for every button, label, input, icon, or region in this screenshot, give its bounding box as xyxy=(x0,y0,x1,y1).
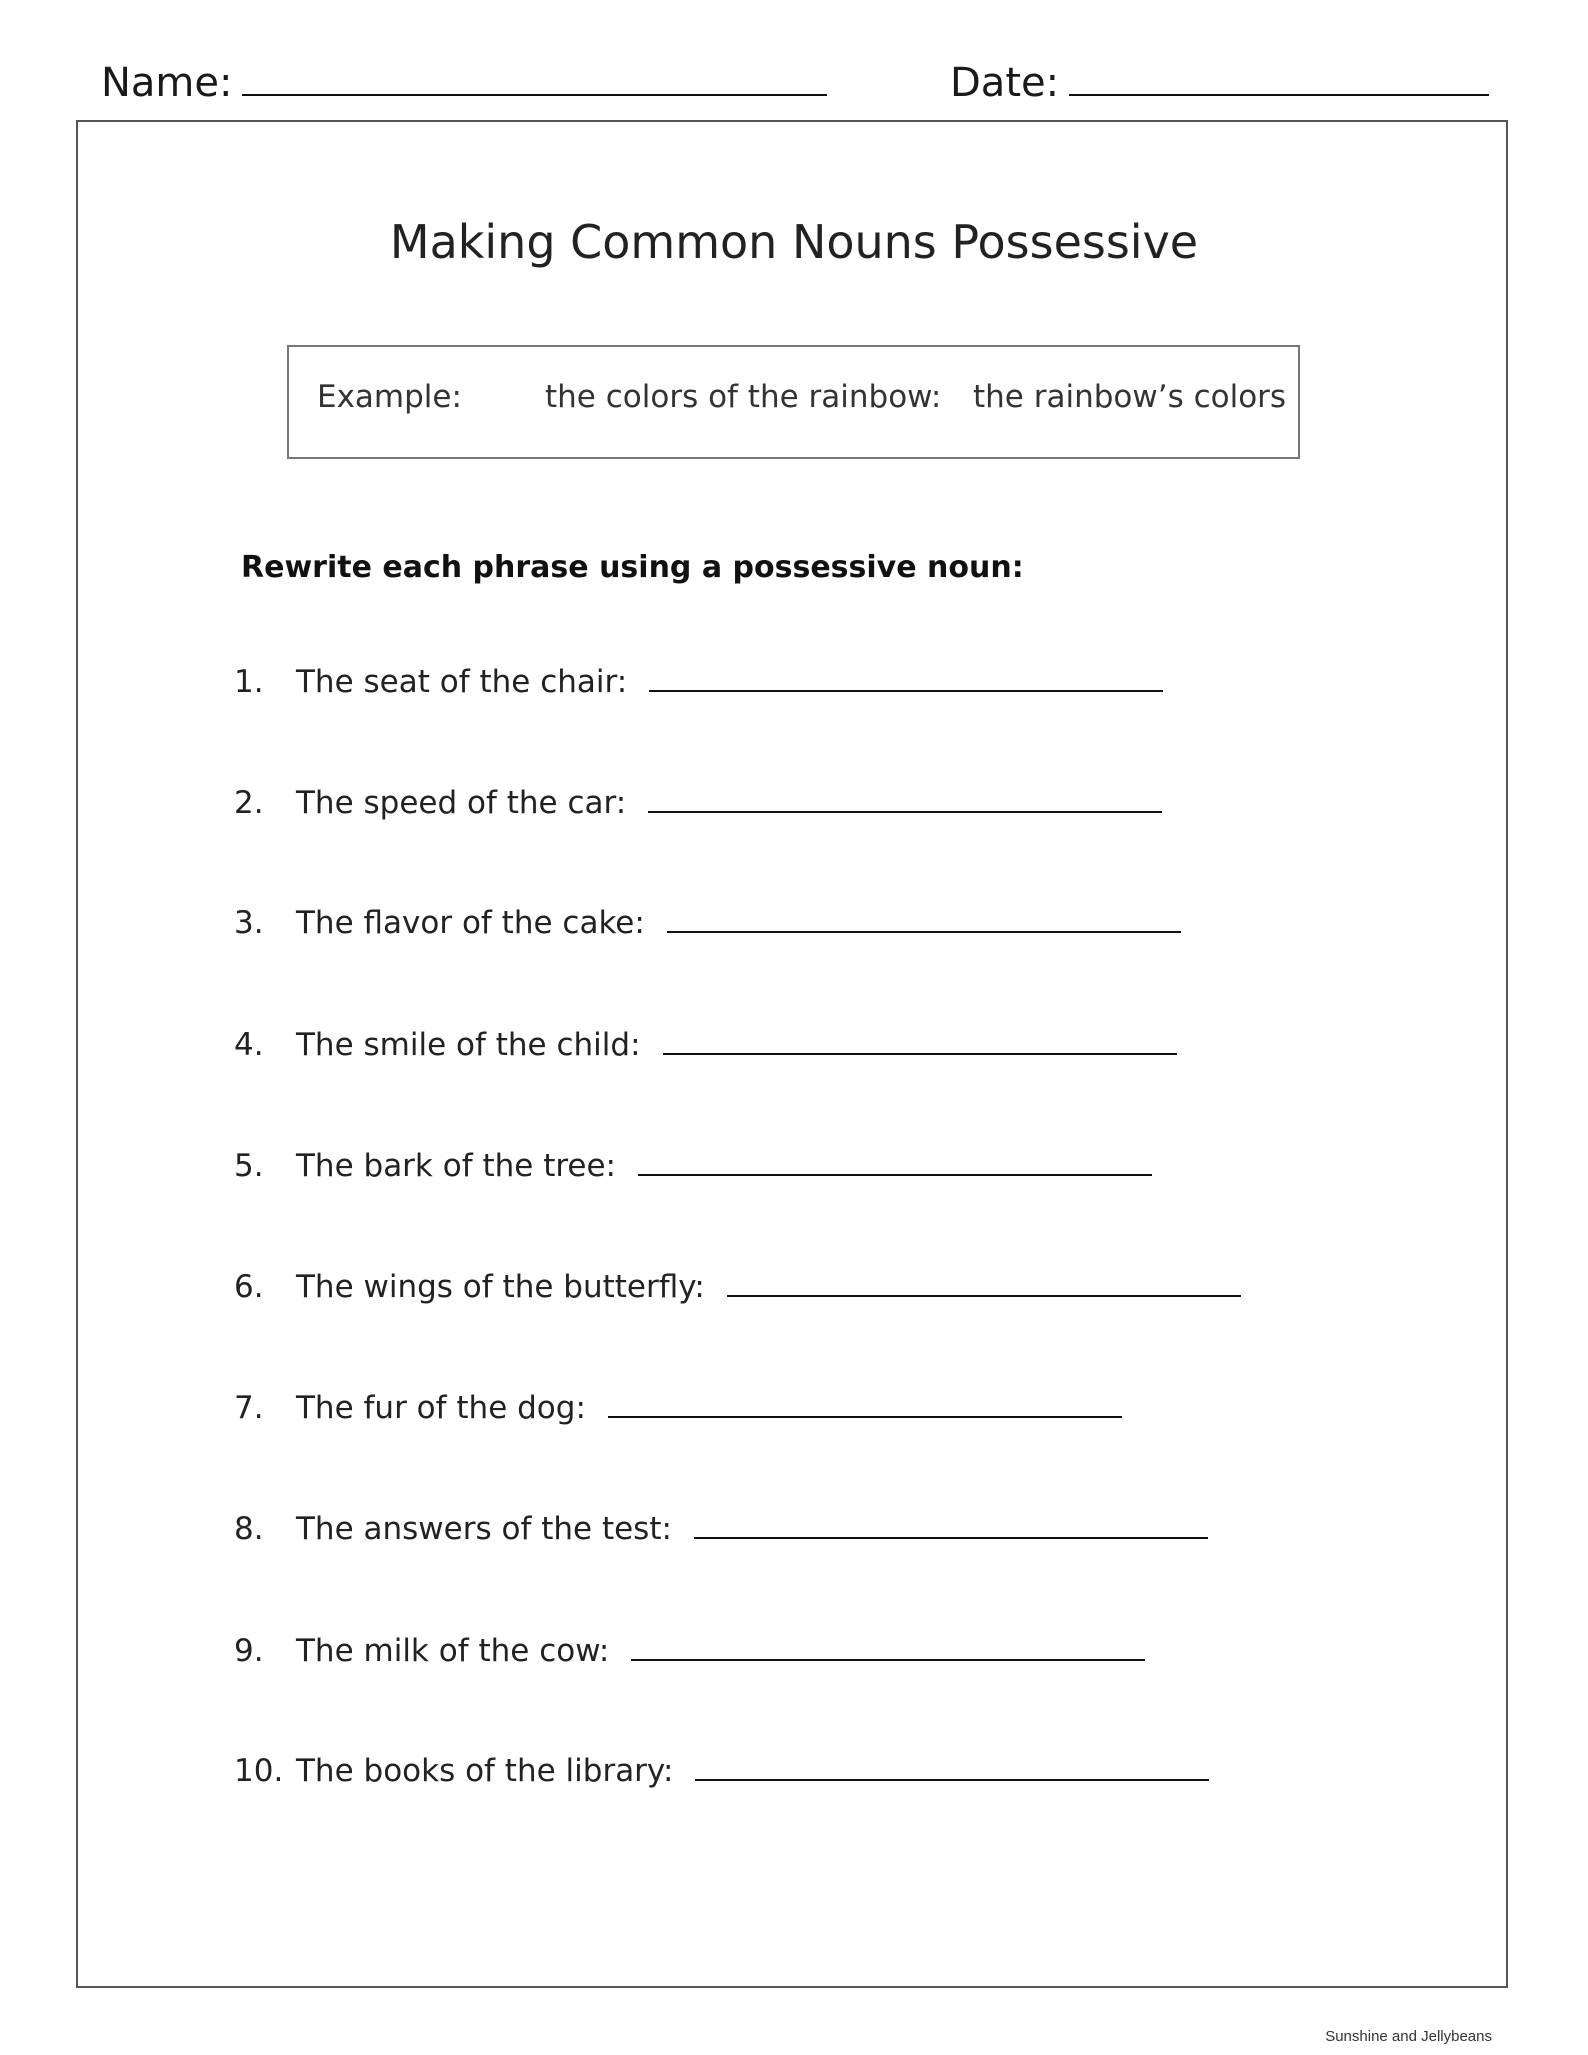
question-text: The books of the library: xyxy=(296,1753,674,1789)
question-text: The flavor of the cake: xyxy=(296,905,645,941)
question-item xyxy=(234,1751,1209,1789)
question-number: 2. xyxy=(234,785,264,821)
answer-blank[interactable] xyxy=(649,662,1163,692)
answer-blank[interactable] xyxy=(695,1751,1209,1781)
question-number: 3. xyxy=(234,905,264,941)
worksheet-title: Making Common Nouns Possessive xyxy=(389,215,1199,269)
question-item xyxy=(234,1631,1145,1669)
example-box xyxy=(287,345,1300,459)
question-text: The wings of the butterfly: xyxy=(296,1269,705,1305)
question-number: 9. xyxy=(234,1633,264,1669)
date-label: Date: xyxy=(950,60,1060,106)
question-item xyxy=(234,1388,1122,1426)
question-text: The seat of the chair: xyxy=(296,664,628,700)
answer-blank[interactable] xyxy=(663,1025,1177,1055)
question-item xyxy=(234,903,1181,941)
answer-blank[interactable] xyxy=(638,1146,1152,1176)
question-text: The bark of the tree: xyxy=(296,1148,617,1184)
question-text: The answers of the test: xyxy=(296,1511,672,1547)
answer-blank[interactable] xyxy=(608,1388,1122,1418)
example-label: Example: xyxy=(317,379,462,415)
answer-blank[interactable] xyxy=(667,903,1181,933)
credit-text: Sunshine and Jellybeans xyxy=(1325,2028,1492,2045)
question-item xyxy=(234,662,1163,700)
answer-blank[interactable] xyxy=(727,1267,1241,1297)
name-label: Name: xyxy=(101,60,233,106)
question-number: 10. xyxy=(234,1753,284,1789)
question-text: The fur of the dog: xyxy=(296,1390,586,1426)
name-field xyxy=(101,60,827,106)
instructions: Rewrite each phrase using a possessive noun: xyxy=(241,550,1024,585)
example-answer: the rainbow’s colors xyxy=(973,379,1287,415)
answer-blank[interactable] xyxy=(631,1631,1145,1661)
question-number: 1. xyxy=(234,664,264,700)
question-item xyxy=(234,1025,1177,1063)
question-number: 6. xyxy=(234,1269,264,1305)
question-text: The speed of the car: xyxy=(296,785,627,821)
question-number: 4. xyxy=(234,1027,264,1063)
question-item xyxy=(234,1267,1241,1305)
answer-blank[interactable] xyxy=(694,1509,1208,1539)
answer-blank[interactable] xyxy=(648,783,1162,813)
date-blank[interactable] xyxy=(1069,60,1489,96)
question-number: 5. xyxy=(234,1148,264,1184)
question-number: 7. xyxy=(234,1390,264,1426)
question-item xyxy=(234,1146,1152,1184)
name-blank[interactable] xyxy=(242,60,827,96)
question-text: The milk of the cow: xyxy=(296,1633,610,1669)
question-number: 8. xyxy=(234,1511,264,1547)
question-text: The smile of the child: xyxy=(296,1027,641,1063)
question-item xyxy=(234,1509,1208,1547)
example-phrase: the colors of the rainbow: xyxy=(545,379,942,415)
question-item xyxy=(234,783,1162,821)
date-field xyxy=(950,60,1489,106)
